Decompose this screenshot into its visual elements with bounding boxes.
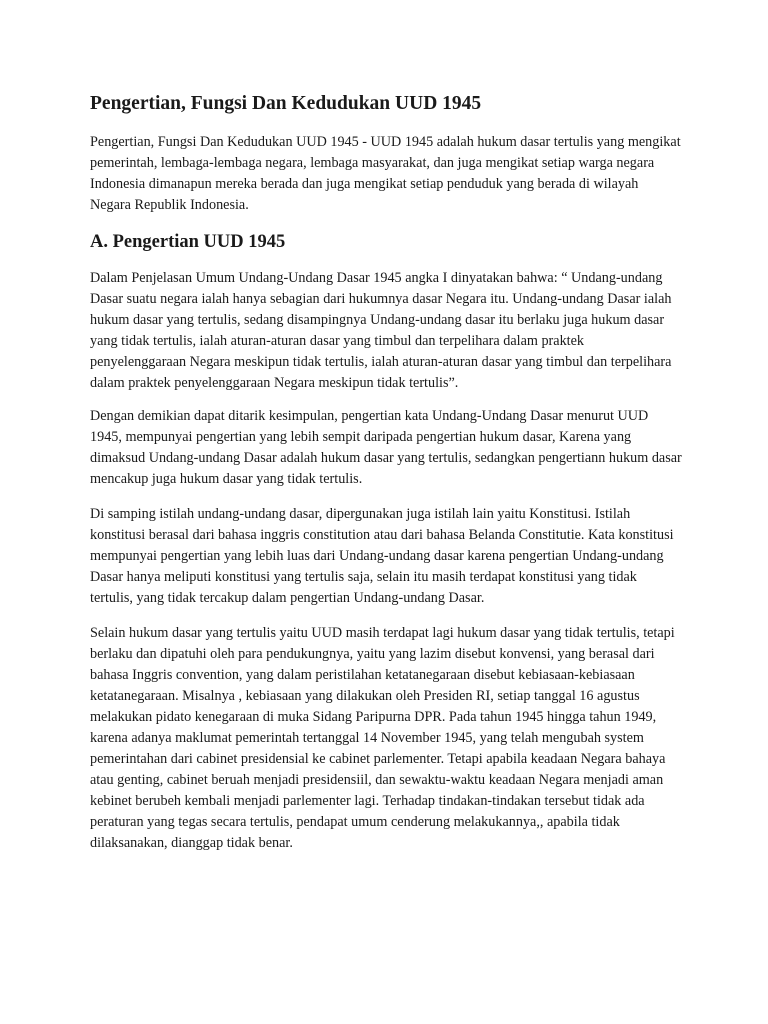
section-heading: A. Pengertian UUD 1945	[90, 232, 286, 252]
section-paragraph: Dalam Penjelasan Umum Undang-Undang Dasar 1945 angka I dinyatakan bahwa: “ Undang-undang Dasar suatu negara ialah hanya sebagian dari hukumnya dasar Negara itu. Undang-undang Dasar ialah hukum dasar yang tertulis, sedang disampingnya Undang-undang dasar itu berlaku juga hukum dasar yang tidak tertulis, ialah aturan-aturan dasar yang timbul dan terpelihara dalam praktek penyelenggaraan Negara meskipun tidak tertulis, ialah aturan-aturan dasar yang timbul dan terpelihara dalam praktek penyelenggaraan Negara meskipun tidak tertulis”.	[90, 270, 672, 391]
section-paragraph: Di samping istilah undang-undang dasar, dipergunakan juga istilah lain yaitu Konstitusi. Istilah konstitusi berasal dari bahasa inggris constitution atau dari bahasa Belanda Constitutie. Kata konstitusi mempunyai pengertian yang lebih luas dari Undang-undang dasar karena pengertian Undang-undang Dasar hanya meliputi konstitusi yang tertulis saja, selain itu masih terdapat konstitusi yang tidak tertulis, yang tidak tercakup dalam pengertian Undang-undang Dasar.	[90, 506, 674, 606]
section-paragraph: Dengan demikian dapat ditarik kesimpulan, pengertian kata Undang-Undang Dasar menurut UUD 1945, mempunyai pengertian yang lebih sempit daripada pengertian hukum dasar, Karena yang dimaksud Undang-undang Dasar adalah hukum dasar yang tertulis, sedangkan pengertiann hukum dasar mencakup juga hukum dasar yang tidak tertulis.	[90, 408, 682, 487]
document-page	[90, 90, 682, 868]
intro-paragraph: Pengertian, Fungsi Dan Kedudukan UUD 1945 - UUD 1945 adalah hukum dasar tertulis yang mengikat pemerintah, lembaga-lembaga negara, lembaga masyarakat, dan juga mengikat setiap warga negara Indonesia dimanapun mereka berada dan juga mengikat setiap penduduk yang berada di wilayah Negara Republik Indonesia.	[90, 134, 681, 213]
page-title: Pengertian, Fungsi Dan Kedudukan UUD 1945	[90, 93, 482, 114]
section-paragraph: Selain hukum dasar yang tertulis yaitu UUD masih terdapat lagi hukum dasar yang tidak tertulis, tetapi berlaku dan dipatuhi oleh para pendukungnya, yaitu yang lazim disebut konvensi, yang berasal dari bahasa Inggris convention, yang dalam peristilahan ketatanegaraan disebut kebiasaan-kebiasaan ketatanegaraan. Misalnya , kebiasaan yang dilakukan oleh Presiden RI, setiap tanggal 16 agustus melakukan pidato kenegaraan di muka Sidang Paripurna DPR. Pada tahun 1945 hingga tahun 1949, karena adanya maklumat pemerintah tertanggal 14 November 1945, yang telah mengubah system pemerintahan dari cabinet presidensial ke cabinet parlementer. Tetapi apabila keadaan Negara bahaya atau genting, cabinet beruah menjadi presidensiil, dan sewaktu-waktu keadaan Negara menjadi aman kebinet berubeh kembali menjadi parlementer lagi. Terhadap tindakan-tindakan tersebut tidak ada peraturan yang tegas secara tertulis, pendapat umum cenderung melakukannya,, apabila tidak dilaksanakan, dianggap tidak benar.	[90, 625, 675, 851]
